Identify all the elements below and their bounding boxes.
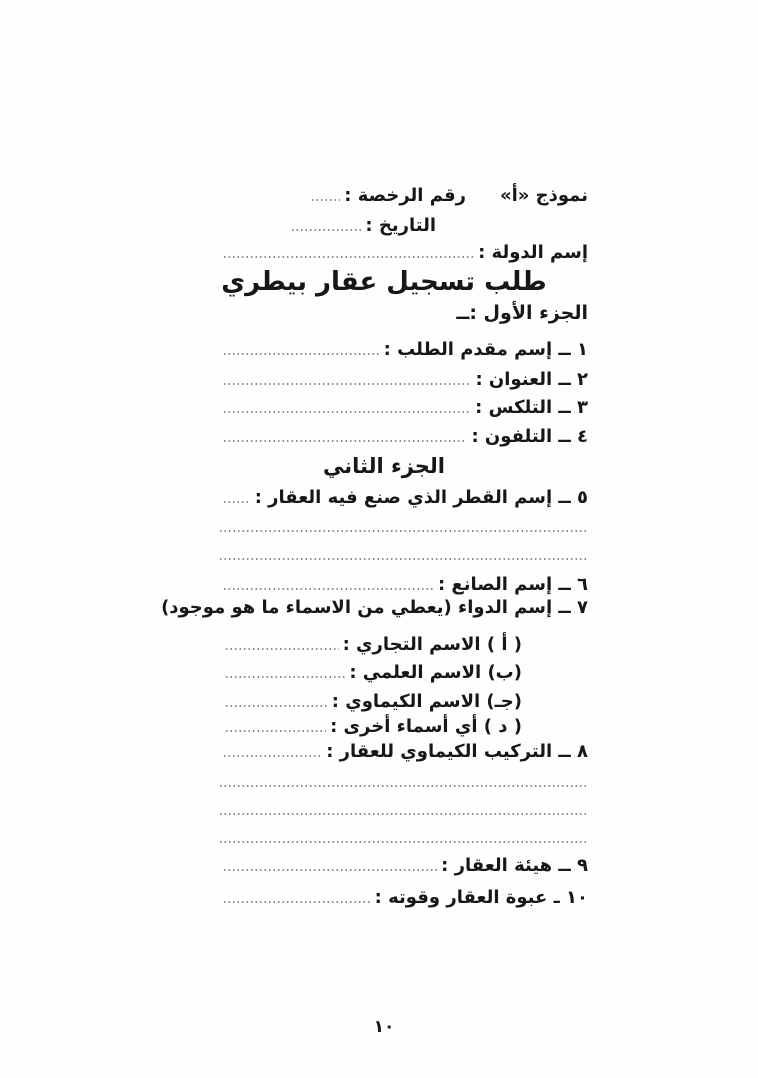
drug-package-strength-label: ١٠ ـ عبوة العقار وقوته : bbox=[374, 887, 588, 908]
manufacturer-name-label: ٦ ــ إسم الصانع : bbox=[437, 574, 588, 595]
header-row-license bbox=[308, 182, 588, 210]
form-row-telex bbox=[220, 394, 588, 422]
country-of-manufacture-label: ٥ ــ إسم القطر الذي صنع فيه العقار : bbox=[254, 487, 588, 508]
drug-package-strength-fill-line bbox=[224, 901, 371, 903]
page-number: ١٠ bbox=[373, 1017, 395, 1037]
form-row-applicant-name bbox=[220, 336, 588, 364]
country-of-manufacture-fill-line bbox=[224, 501, 251, 503]
trade-name-fill-line bbox=[226, 648, 339, 650]
scientific-name-fill-line bbox=[226, 676, 345, 678]
telex-label: ٣ ــ التلكس : bbox=[475, 397, 588, 418]
form-row-drug-name bbox=[161, 594, 588, 622]
form-row-country-of-manufacture bbox=[220, 484, 588, 512]
telephone-fill-line bbox=[224, 440, 467, 442]
other-names-label: ( د ) أي أسماء أخرى : bbox=[330, 716, 522, 737]
drug-form-fill-line bbox=[224, 869, 437, 871]
continuation-fill-line bbox=[220, 558, 586, 560]
form-code-label: نموذج «أ» bbox=[499, 185, 588, 206]
part-two-heading: الجزء الثاني bbox=[322, 454, 445, 478]
continuation-fill-line bbox=[220, 530, 586, 532]
continuation-fill-line bbox=[220, 841, 586, 843]
chemical-name-label: (جـ) الاسم الكيماوي : bbox=[331, 691, 522, 712]
form-row-trade-name bbox=[222, 631, 522, 659]
manufacturer-name-fill-line bbox=[224, 588, 434, 590]
chemical-name-fill-line bbox=[226, 705, 328, 707]
drug-name-label: ٧ ــ إسم الدواء (يعطي من الاسماء ما هو موجود) bbox=[161, 597, 588, 618]
country-name-fill-line bbox=[224, 256, 474, 258]
applicant-name-fill-line bbox=[224, 353, 380, 355]
date-fill-line bbox=[292, 229, 361, 231]
chemical-composition-fill-line bbox=[224, 755, 322, 757]
chemical-composition-label: ٨ ــ التركيب الكيماوي للعقار : bbox=[326, 741, 588, 762]
scientific-name-label: (ب) الاسم العلمي : bbox=[349, 662, 522, 683]
telephone-label: ٤ ــ التلفون : bbox=[471, 426, 588, 447]
telex-fill-line bbox=[224, 411, 471, 413]
drug-form-label: ٩ ــ هيئة العقار : bbox=[441, 855, 588, 876]
form-row-scientific-name bbox=[222, 659, 522, 687]
date-label: التاريخ : bbox=[365, 215, 436, 236]
trade-name-label: ( أ ) الاسم التجاري : bbox=[342, 634, 522, 655]
page-title: طلب تسجيل عقار بيطري bbox=[221, 267, 547, 297]
country-name-label: إسم الدولة : bbox=[478, 242, 588, 263]
form-row-chemical-name bbox=[222, 688, 522, 716]
form-row-telephone bbox=[220, 423, 588, 451]
form-row-other-names bbox=[222, 713, 522, 741]
license-number-fill-line bbox=[312, 199, 340, 201]
address-fill-line bbox=[224, 383, 471, 385]
continuation-fill-line bbox=[220, 785, 586, 787]
part-one-heading: الجزء الأول :ــ bbox=[456, 302, 588, 324]
header-row-date bbox=[288, 212, 436, 240]
continuation-fill-line bbox=[220, 813, 586, 815]
applicant-name-label: ١ ــ إسم مقدم الطلب : bbox=[383, 339, 588, 360]
address-label: ٢ ــ العنوان : bbox=[475, 369, 588, 390]
license-number-label: رقم الرخصة : bbox=[344, 185, 466, 206]
form-row-drug-form bbox=[220, 852, 588, 880]
other-names-fill-line bbox=[226, 730, 326, 732]
form-row-address bbox=[220, 366, 588, 394]
form-row-chemical-composition bbox=[220, 738, 588, 766]
form-row-drug-package-strength bbox=[220, 884, 588, 912]
